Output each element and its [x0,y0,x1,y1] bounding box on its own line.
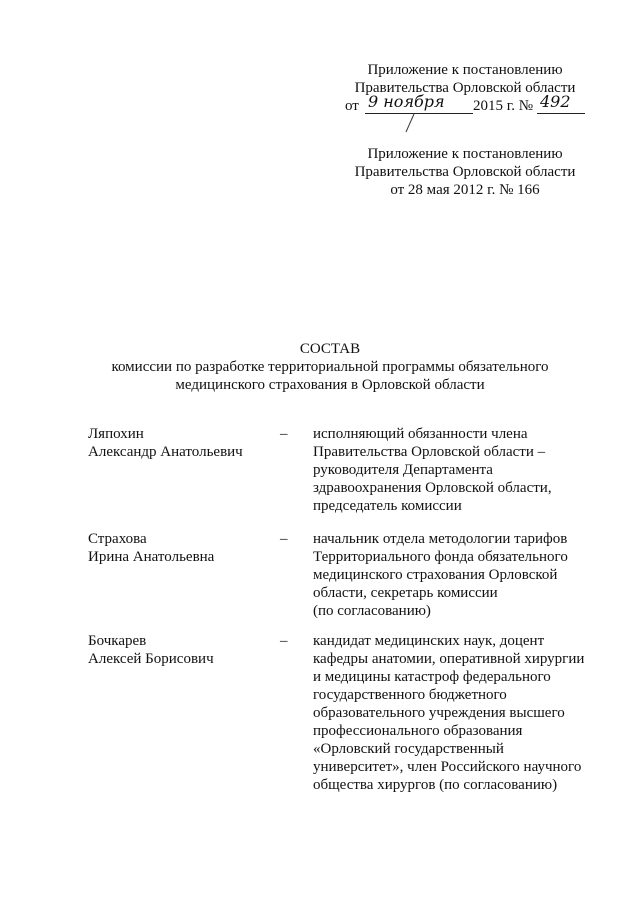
description-line: председатель комиссии [313,498,462,514]
description-line: университет», член Российского научного [313,759,582,775]
member-dash: – [280,531,288,547]
description-line: области, секретарь комиссии [313,585,498,601]
title-line-2: медицинского страхования в Орловской области [175,377,485,393]
member-surname: Ляпохин [88,426,144,442]
old-appendix-line-3: от 28 мая 2012 г. № 166 [390,182,540,198]
description-line: государственного бюджетного [313,687,507,703]
description-line: и медицины катастроф федерального [313,669,551,685]
description-line: начальник отдела методологии тарифов [313,531,568,547]
description-line: здравоохранения Орловской области, [313,480,552,496]
appendix-year: 2015 г. № [473,98,534,114]
handwritten-date: 9 ноября [368,92,445,111]
handwritten-number: 492 [540,92,571,111]
description-line: «Орловский государственный [313,741,504,757]
pen-stroke [400,112,420,134]
description-line: общества хирургов (по согласованию) [313,777,558,793]
member-given-name: Алексей Борисович [88,651,214,667]
appendix-line-1: Приложение к постановлению [367,62,563,78]
description-line: профессионального образования [313,723,523,739]
description-line: руководителя Департамента [313,462,493,478]
appendix-line-2: Правительства Орловской области [354,80,576,96]
title-line-1: комиссии по разработке территориальной программы обязательного [111,359,549,375]
member-dash: – [280,426,288,442]
description-line: медицинского страхования Орловской [313,567,558,583]
description-line: (по согласованию) [313,603,431,619]
description-line: Территориального фонда обязательного [313,549,568,565]
member-surname: Страхова [88,531,147,547]
description-line: кандидат медицинских наук, доцент [313,633,545,649]
appendix-from-label: от [345,98,359,114]
member-given-name: Александр Анатольевич [88,444,243,460]
member-surname: Бочкарев [88,633,147,649]
description-line: кафедры анатомии, оперативной хирургии [313,651,585,667]
number-underline [537,113,585,114]
description-line: исполняющий обязанности члена [313,426,528,442]
old-appendix-line-1: Приложение к постановлению [367,146,563,162]
description-line: Правительства Орловской области – [313,444,546,460]
title-heading: СОСТАВ [299,341,361,357]
old-appendix-line-2: Правительства Орловской области [354,164,576,180]
member-given-name: Ирина Анатольевна [88,549,215,565]
description-line: образовательного учреждения высшего [313,705,565,721]
member-dash: – [280,633,288,649]
